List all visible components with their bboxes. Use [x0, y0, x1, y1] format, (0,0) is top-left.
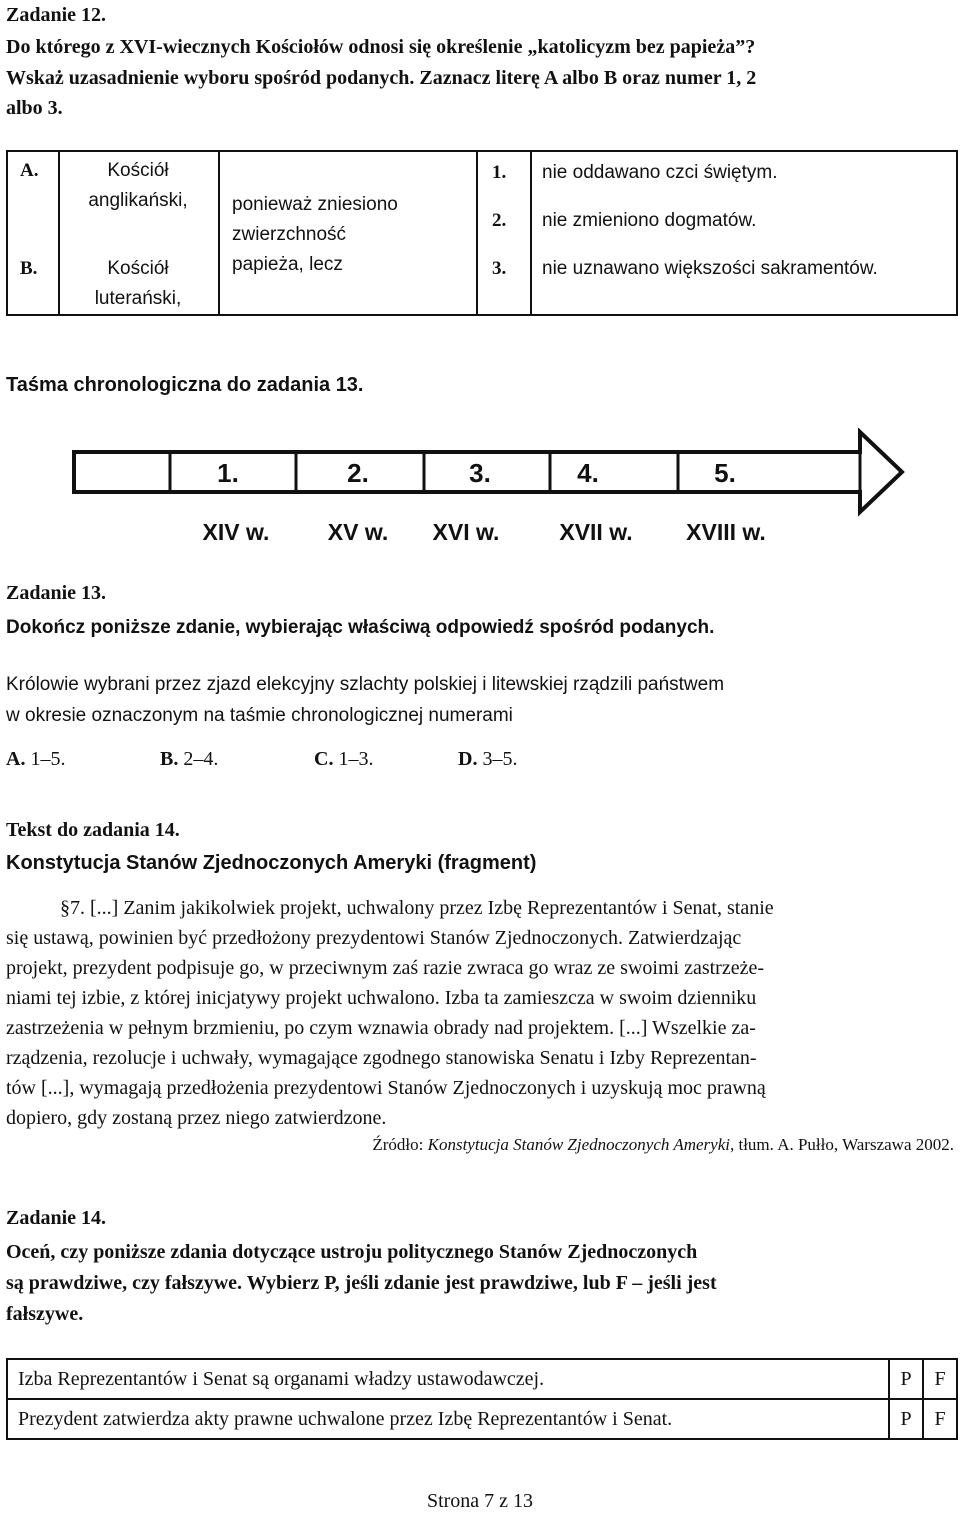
- timeline-number-1: 1.: [217, 458, 239, 488]
- timeline-number-5: 5.: [714, 458, 736, 488]
- timeline-number-2: 2.: [347, 458, 369, 488]
- timeline-strip: [70, 428, 910, 556]
- century-label-1: XIV w.: [202, 519, 270, 545]
- table-row: [7, 1399, 957, 1439]
- task13-sentence-line2: w okresie oznaczonym na taśmie chronologicznej numerami: [6, 705, 513, 726]
- statement-2-false[interactable]: F: [923, 1399, 957, 1439]
- table-row: [7, 1359, 957, 1399]
- source-citation: Źródło: Konstytucja Stanów Zjednoczonych Ameryki, tłum. A. Pułło, Warszawa 2002.: [372, 1135, 954, 1154]
- task13-sentence-line1: Królowie wybrani przez zjazd elekcyjny szlachty polskiej i litewskiej rządzili państwem: [6, 674, 725, 695]
- reason-1-number[interactable]: 1.: [492, 162, 507, 183]
- option-b-letter[interactable]: B.: [20, 258, 38, 279]
- century-label-4: XVII w.: [559, 519, 633, 545]
- option-b-text[interactable]: Kościół luterański,: [94, 258, 182, 309]
- century-label-2: XV w.: [327, 519, 389, 545]
- task13-option-d[interactable]: D. 3–5.: [458, 748, 518, 770]
- reason-2-number[interactable]: 2.: [492, 210, 507, 231]
- reason-3-text[interactable]: nie uznawano większości sakramentów.: [542, 258, 878, 279]
- reason-2-text[interactable]: nie zmieniono dogmatów.: [542, 210, 757, 231]
- true-false-table: [6, 1358, 958, 1440]
- text14-heading: Tekst do zadania 14.: [6, 819, 180, 841]
- statement-2-true[interactable]: P: [889, 1399, 923, 1439]
- task13-instruction: Dokończ poniższe zdanie, wybierając właściwą odpowiedź spośród podanych.: [6, 617, 715, 638]
- task14-instruction-line1: Oceń, czy poniższe zdania dotyczące ustroju politycznego Stanów Zjednoczonych: [6, 1241, 698, 1263]
- task13-option-b[interactable]: B. 2–4.: [160, 748, 219, 770]
- task13-option-a[interactable]: A. 1–5.: [6, 748, 66, 770]
- timeline-heading: Taśma chronologiczna do zadania 13.: [6, 374, 364, 396]
- task12-question-line1: Do którego z XVI-wiecznych Kościołów odnosi się określenie „katolicyzm bez papieża”?: [6, 36, 756, 58]
- task13-heading: Zadanie 13.: [6, 582, 107, 604]
- task12-answer-table: [6, 150, 958, 316]
- statement-1-true[interactable]: P: [889, 1359, 923, 1399]
- task12-heading: Zadanie 12.: [6, 4, 107, 26]
- middle-justification: ponieważ zniesiono zwierzchność papieża, lecz: [232, 194, 398, 275]
- task13-option-c[interactable]: C. 1–3.: [314, 748, 374, 770]
- statement-1: Izba Reprezentantów i Senat są organami władzy ustawodawczej.: [7, 1359, 889, 1399]
- timeline-number-3: 3.: [469, 458, 491, 488]
- statement-2: Prezydent zatwierdza akty prawne uchwalone przez Izbę Reprezentantów i Senat.: [7, 1399, 889, 1439]
- page-number: Strona 7 z 13: [426, 1490, 534, 1512]
- task14-instruction-line3: fałszywe.: [6, 1303, 84, 1325]
- reason-3-number[interactable]: 3.: [492, 258, 507, 279]
- timeline-number-4: 4.: [577, 458, 599, 488]
- century-label-5: XVIII w.: [686, 519, 766, 545]
- option-a-text[interactable]: Kościół anglikański,: [88, 160, 188, 211]
- task12-question-line2: Wskaż uzasadnienie wyboru spośród podanych. Zaznacz literę A albo B oraz numer 1, 2: [6, 67, 757, 89]
- option-a-letter[interactable]: A.: [20, 160, 39, 181]
- constitution-fragment: §7. [...] Zanim jakikolwiek projekt, uchwalony przez Izbę Reprezentantów i Senat, stanie się ustawą, powinien być przedłożony prezydentowi Stanów Zjednoczonych. Zatwierdzając projekt, prezydent podpisuje go, w przeciwnym zaś razie zwraca go wraz ze swoimi zastrzeże- niami tej izbie, z której inicjatywy projekt uchwalono. Izba ta zamieszcza w swoim dzienniku zastrzeżenia w pełnym brzmieniu, po czym wznawia obrady nad projektem. [...] Wszelkie za- rządzenia, rezolucje i uchwały, wymagające zgodnego stanowiska Senatu i Izby Reprezentan- tów [...], wymagają przedłożenia prezydentowi Stanów Zjednoczonych i uzyskują moc prawną dopiero, gdy zostaną przez niego zatwierdzone.: [6, 897, 774, 1129]
- century-label-3: XVI w.: [432, 519, 500, 545]
- task14-instruction-line2: są prawdziwe, czy fałszywe. Wybierz P, jeśli zdanie jest prawdziwe, lub F – jeśli jest: [6, 1272, 717, 1294]
- reason-1-text[interactable]: nie oddawano czci świętym.: [542, 162, 778, 183]
- task14-heading: Zadanie 14.: [6, 1207, 107, 1229]
- text14-title: Konstytucja Stanów Zjednoczonych Ameryki (fragment): [6, 852, 537, 874]
- statement-1-false[interactable]: F: [923, 1359, 957, 1399]
- task12-question-line3: albo 3.: [6, 97, 63, 119]
